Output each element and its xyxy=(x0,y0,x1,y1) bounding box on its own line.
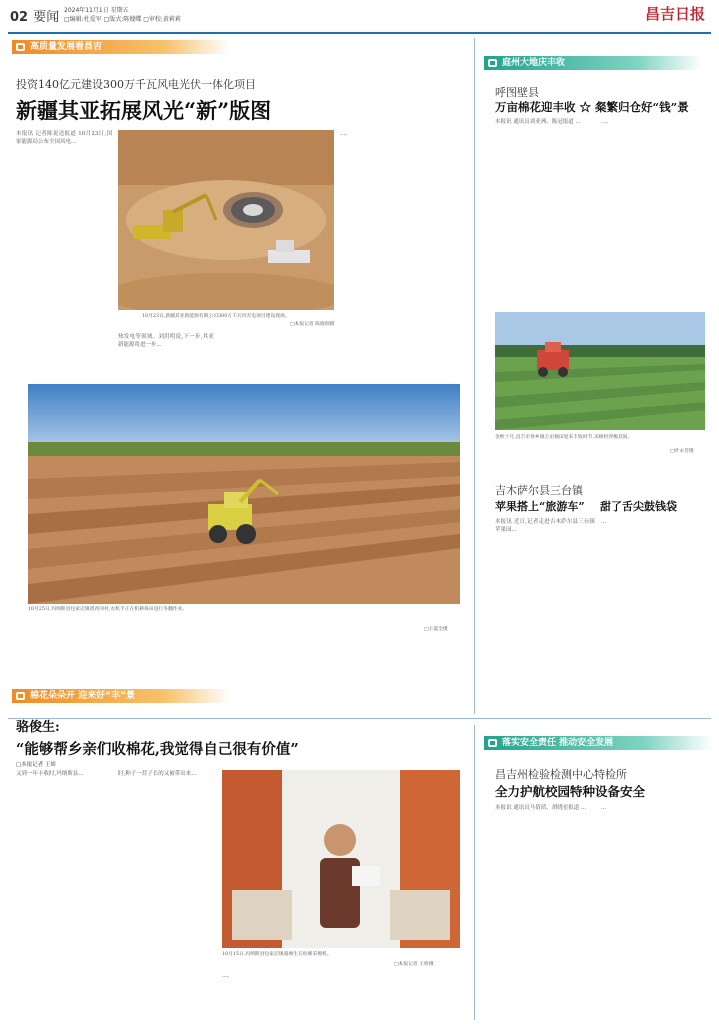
jimsar-col2: ... xyxy=(601,519,607,525)
jimsar-headline-right: 甜了舌尖鼓钱袋 xyxy=(600,500,677,513)
cotton-photo-credit: □本报记者 王娇摄 xyxy=(394,962,434,967)
safety-kicker: 昌吉州检验检测中心特检所 xyxy=(495,768,627,781)
section-tag-label: 棉花朵朵开 迎来好“丰”景 xyxy=(30,691,135,701)
section-tag-yard xyxy=(484,56,702,70)
main-headline: 新疆其亚拓展风光“新”版图 xyxy=(16,98,272,123)
masthead-logo: 昌吉日报 xyxy=(644,5,705,23)
hutubi-photo-credit: □叶永芳摄 xyxy=(670,449,694,454)
hutubi-kicker: 呼图壁县 xyxy=(495,86,539,99)
photo-tractor-credit: □王震全摄 xyxy=(424,627,448,632)
photo-tractor-caption: 10月25日,玛纳斯县包家店镇塔西河村,农机手正在机耕条田进行冬翻作业。 xyxy=(28,607,188,612)
page-section: 要闻 xyxy=(33,10,60,25)
section-tag-icon xyxy=(16,692,25,700)
page-header-left xyxy=(10,6,59,25)
hutubi-photo-caption: 金秋十月,昌吉市各乡镇万亩棉田迎来丰收时节,采棉机穿梭其间。 xyxy=(495,435,633,440)
header-rule xyxy=(8,32,711,34)
photo-cotton-harvest xyxy=(495,312,705,430)
photo-wind-foundation xyxy=(118,130,334,310)
jimsar-col1: 本报讯 近日,记者走进吉木萨尔县三台镇苹果园... xyxy=(495,519,595,534)
hutubi-headline: 万亩棉花迎丰收 ☆ 粲繁归仓好“钱”景 xyxy=(495,100,689,114)
page-number: 02 xyxy=(10,10,29,25)
safety-col1: 本报讯 通讯员马倩倩、胡晓星报道 ... xyxy=(495,805,587,811)
cotton-col3: ...。 xyxy=(222,973,233,979)
main-article-col2: 热发电等领域。刘洪明说,下一步,其亚新能源将进一步... xyxy=(118,334,214,349)
jimsar-kicker: 吉木萨尔县三台镇 xyxy=(495,484,583,497)
cotton-byline: □本报记者 王娇 xyxy=(16,762,56,768)
section-tag-label: 落实安全责任 推动安全发展 xyxy=(502,738,614,748)
section-tag-quality xyxy=(12,40,230,54)
cotton-col2: 时,种子一茬子长的又被带出来... xyxy=(118,771,197,777)
photo-wind-caption: 10月23日,新疆其亚新能源有限公司300万千瓦风光电项目建设现场。 xyxy=(142,314,290,319)
editors-line: □编辑:杜爱军 □版式:陈嫂蝶 □审校:黄莉莉 xyxy=(64,16,181,23)
main-article-col3: ...。 xyxy=(340,131,351,137)
column-divider xyxy=(474,38,475,714)
section-tag-label: 庭州大地庆丰收 xyxy=(502,58,566,68)
hutubi-col2: ...。 xyxy=(601,119,612,125)
jimsar-headline-left: 苹果搭上“旅游车” xyxy=(495,500,585,513)
main-kicker: 投资140亿元建设300万千瓦风电光伏一体化项目 xyxy=(16,78,256,91)
photo-cotton-farmer xyxy=(222,770,460,948)
cotton-col1: 又到一年丰收时,玛纳斯县... xyxy=(16,771,84,777)
main-article-col1: 本报讯 记者陈说送报道 10月23日,国家能源局公布全国风电... xyxy=(16,131,112,146)
section-tag-cotton xyxy=(12,689,230,703)
section-tag-icon xyxy=(488,739,497,747)
issue-date: 2024年11月1日 星期五 xyxy=(64,7,129,14)
section-tag-icon xyxy=(488,59,497,67)
column-divider xyxy=(474,725,475,1020)
photo-tractor-field xyxy=(28,384,460,604)
safety-headline: 全力护航校园特种设备安全 xyxy=(495,784,646,799)
cotton-headline: “能够帮乡亲们收棉花,我觉得自己很有价值” xyxy=(16,741,299,758)
safety-col2: ... xyxy=(601,805,607,811)
section-tag-label: 高质量发展看昌吉 xyxy=(30,42,103,52)
hutubi-col1: 本报讯 通讯员刘亚洲、陈冠报道 ... xyxy=(495,119,581,125)
section-tag-icon xyxy=(16,43,25,51)
page-date xyxy=(64,6,181,24)
section-divider xyxy=(8,718,711,719)
cotton-photo-caption: 10月15日,玛纳斯县包家店镇骆俊生在检修采棉机。 xyxy=(222,952,332,957)
section-tag-safety xyxy=(484,736,712,750)
cotton-kicker: 骆俊生: xyxy=(16,720,60,735)
photo-wind-credit: □本报记者 陈晓瑞摄 xyxy=(290,322,335,327)
